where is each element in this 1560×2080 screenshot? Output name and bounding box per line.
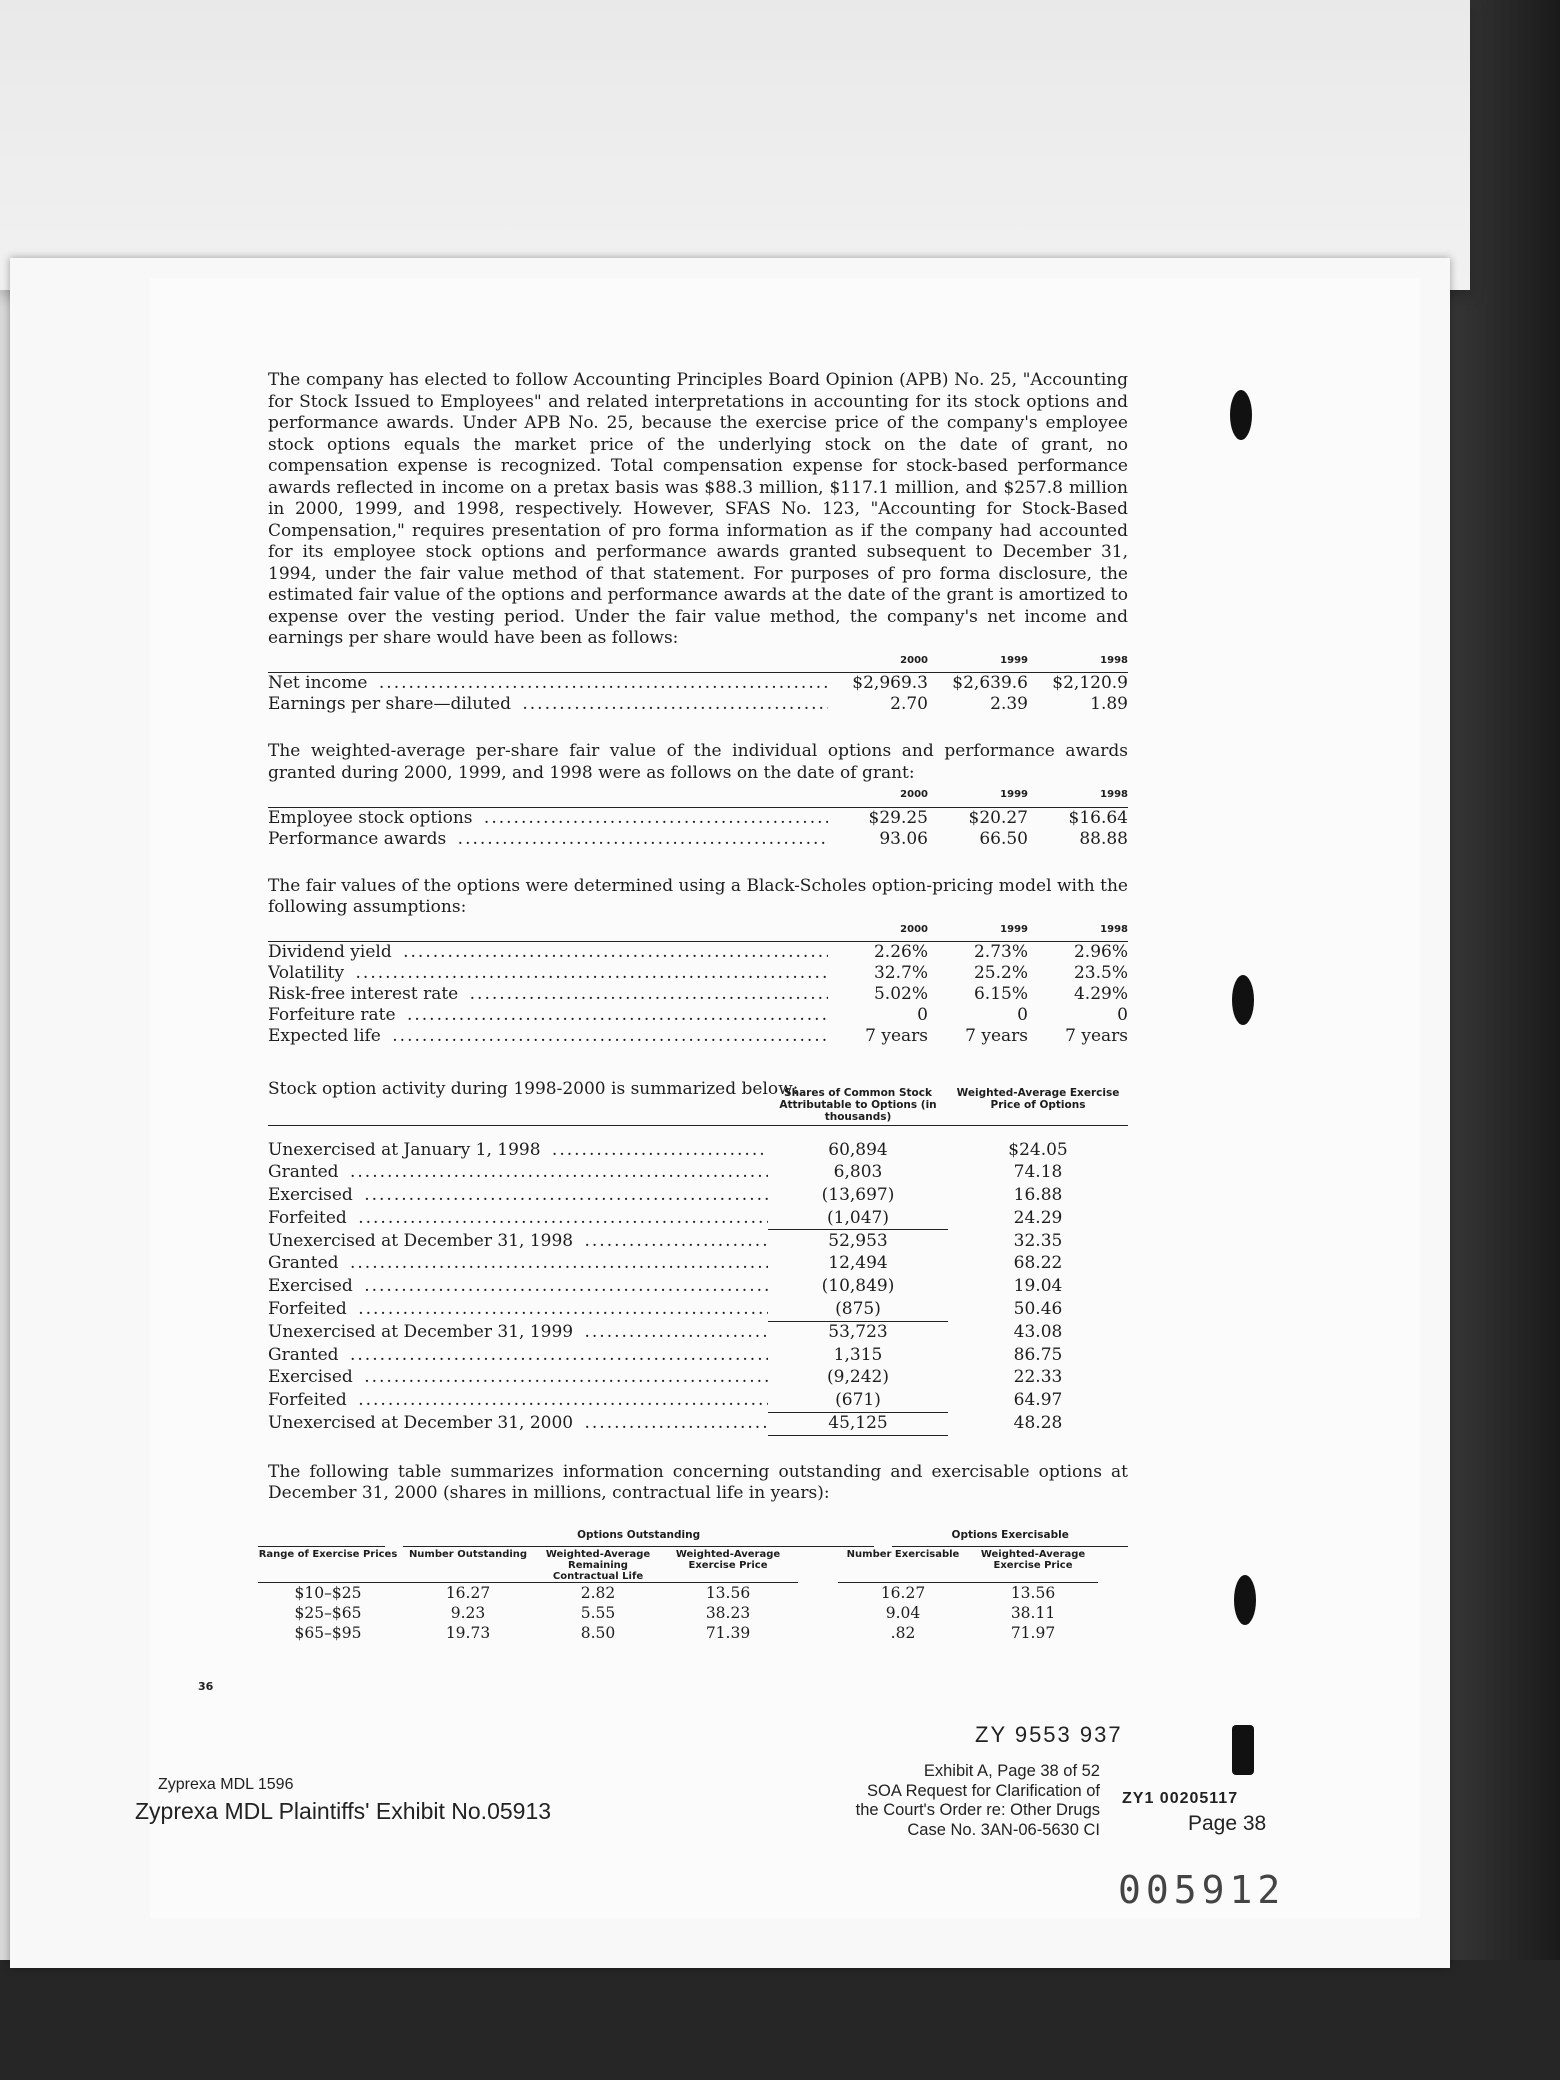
pro-forma-header: 2000 1999 1998 — [268, 650, 1128, 674]
intro-paragraph: The company has elected to follow Accounting Principles Board Opinion (APB) No. 25, "Accounting for Stock Issued to Employees" and related interpretations in accounting for its stock options and performance awards. Under APB No. 25, because the exercise price of the company's employee stock options equals the market price of the underlying stock on the date of grant, no compensation expense is recognized. Total compensation expense for stock-based performance awards reflected in income on a pretax basis was $88.3 million, $117.1 million, and $257.8 million in 2000, 1999, and 1998, respectively. However, SFAS No. 123, "Accounting for Stock-Based Compensation," requires presentation of pro forma information as if the company had accounted for its employee stock options and performance awards granted subsequent to December 31, 1994, under the fair value method of that statement. For purposes of pro forma disclosure, the estimated fair value of the options and performance awards at the date of the grant is amortized to expense over the vesting period. Under the fair value method, the company's net income and earnings per share would have been as follows: — [268, 370, 1128, 648]
table-row: Volatility ..... 32.7% 25.2% 23.5% — [268, 963, 1128, 984]
table-row: Expected life ..... 7 years 7 years 7 years — [268, 1026, 1128, 1047]
table-row: Performance awards ..... 93.06 66.50 88.88 — [268, 829, 1128, 850]
footer-zy1-number: ZY1 00205117 — [1122, 1790, 1239, 1807]
activity-row: Forfeited ..... (1,047) 24.29 — [268, 1208, 1128, 1231]
binder-hole-mark — [1232, 975, 1254, 1025]
assumptions-paragraph: The fair values of the options were determined using a Black-Scholes option-pricing model with the following assumptions: — [268, 875, 1128, 917]
binder-hole-mark — [1232, 1725, 1254, 1775]
activity-row: Granted ..... 1,315 86.75 — [268, 1345, 1128, 1368]
pro-forma-table — [268, 650, 1128, 716]
document-content — [258, 370, 1128, 1643]
activity-row: Exercised ..... (9,242) 22.33 — [268, 1367, 1128, 1390]
activity-table — [268, 1087, 1128, 1436]
options-row: $65–$95 19.73 8.50 71.39 .82 71.97 — [294, 1624, 1056, 1643]
activity-intro: Stock option activity during 1998-2000 is summarized below: — [268, 1079, 799, 1099]
fair-value-table: 2000 1999 1998 Employee stock options ..... $29.25 $20.27 $16.64 Performance awards ..... 93.06 66.50 88.88 — [268, 784, 1128, 850]
activity-row: Granted ..... 6,803 74.18 — [268, 1162, 1128, 1185]
outstanding-intro: The following table summarizes information concerning outstanding and exercisable options at December 31, 2000 (shares in millions, contractual life in years): — [268, 1461, 1128, 1504]
activity-row: Unexercised at December 31, 1998 ..... 52,953 32.35 — [268, 1231, 1128, 1254]
options-row: $25–$65 9.23 5.55 38.23 9.04 38.11 — [294, 1604, 1056, 1623]
activity-row: Exercised ..... (13,697) 16.88 — [268, 1185, 1128, 1208]
footer-page-label: Page 38 — [1188, 1812, 1267, 1835]
assumptions-table: 2000 1999 1998 Dividend yield ..... 2.26% 2.73% 2.96% Volatility ..... 32.7% 25.2% 23.5% Risk-free interest rate ..... 5.02% 6.15% 4.29% Forfeiture rate ..... 0 0 0 Expected life ..... 7 years 7 years 7 years — [268, 919, 1128, 1048]
page-number: 36 — [198, 1680, 214, 1693]
activity-header-shares: Shares of Common Stock Attributable to Options (in thousands) — [779, 1086, 937, 1123]
activity-row: Forfeited ..... (671) 64.97 — [268, 1390, 1128, 1413]
background-table — [0, 1960, 1560, 2080]
group-exercisable: Options Exercisable — [892, 1525, 1128, 1548]
table-row: Forfeiture rate ..... 0 0 0 — [268, 1005, 1128, 1026]
activity-header-price: Weighted-Average Exercise Price of Options — [956, 1086, 1120, 1111]
table-row: Risk-free interest rate ..... 5.02% 6.15% 4.29% — [268, 984, 1128, 1005]
activity-row: Unexercised at December 31, 1999 ..... 53,723 43.08 — [268, 1322, 1128, 1345]
group-outstanding: Options Outstanding — [577, 1528, 701, 1541]
options-table: Options Outstanding Options Exercisable Range of Exercise Prices Number Outstanding Weighted-Average Remaining Contractual Life Weighted-Average Exercise Price Number Exercisable Weighted-Average Exercise Price $10–$25 16.27 2.82 13.56 16.27 13.56 $25–$65 9.23 5.55 38.23 9.04 38.11 $65–$95 19.73 8.50 71.39 .82 71.97 — [258, 1525, 1128, 1644]
binder-hole-mark — [1234, 1575, 1256, 1625]
activity-row: Unexercised at January 1, 1998 ..... 60,894 $24.05 — [268, 1140, 1128, 1163]
fair-value-paragraph: The weighted-average per-share fair value of the individual options and performance awards granted during 2000, 1999, and 1998 were as follows on the date of grant: — [268, 741, 1128, 783]
activity-row: Unexercised at December 31, 2000 ..... 45,125 48.28 — [268, 1413, 1128, 1436]
binder-hole-mark — [1230, 390, 1252, 440]
document-control-number: 005912 — [1118, 1868, 1286, 1912]
footer-zyprexa-mdl: Zyprexa MDL 1596 — [158, 1776, 294, 1793]
activity-row: Granted ..... 12,494 68.22 — [268, 1253, 1128, 1276]
activity-row: Forfeited ..... (875) 50.46 — [268, 1299, 1128, 1322]
upper-page-fold — [0, 0, 1470, 290]
footer-plaintiffs-exhibit: Zyprexa MDL Plaintiffs' Exhibit No.05913 — [135, 1798, 552, 1824]
table-row: Dividend yield ..... 2.26% 2.73% 2.96% — [268, 942, 1128, 963]
table-row: Net income ..... $2,969.3 $2,639.6 $2,120.9 — [268, 673, 1128, 694]
options-row: $10–$25 16.27 2.82 13.56 16.27 13.56 — [294, 1584, 1056, 1603]
table-row: Employee stock options ..... $29.25 $20.27 $16.64 — [268, 808, 1128, 829]
activity-row: Exercised ..... (10,849) 19.04 — [268, 1276, 1128, 1299]
table-row: Earnings per share—diluted ..... 2.70 2.39 1.89 — [268, 694, 1128, 715]
footer-exhibit-a: Exhibit A, Page 38 of 52 SOA Request for Clarification of the Court's Order re: Other Drugs Case No. 3AN-06-5630 CI — [855, 1762, 1100, 1839]
bates-stamp: ZY 9553 937 — [975, 1722, 1123, 1747]
